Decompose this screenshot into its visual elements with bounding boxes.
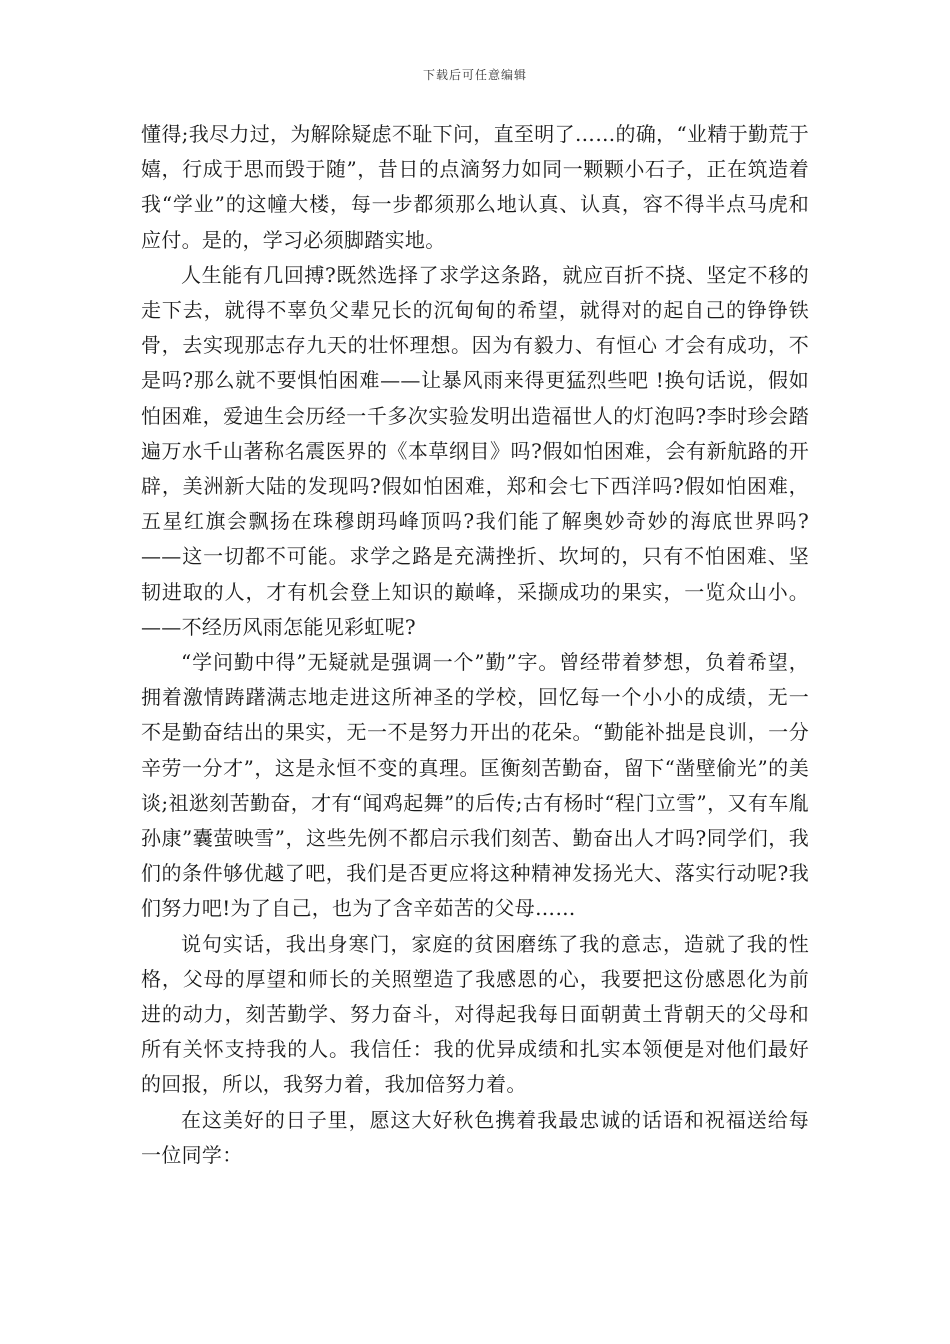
paragraph-continuation: 懂得;我尽力过，为解除疑虑不耻下问，直至明了……的确，“业精于勤荒于嬉，行成于思而毁于随”，昔日的点滴努力如同一颗颗小石子，正在筑造着我“学业”的这幢大楼，每一步都须那么地认真、认真，容不得半点马虎和应付。是的，学习必须脚踏实地。 [141,122,809,252]
page-header-note: 下载后可任意编辑 [422,68,527,82]
paragraph-diligence: “学问勤中得”无疑就是强调一个”勤”字。曾经带着梦想，负着希望，拥着激情踌躇满志地走进这所神圣的学校，回忆每一个小小的成绩，无一不是勤奋结出的果实，无一不是努力开出的花朵。“勤能补拙是良训，一分辛劳一分才”，这是永恒不变的真理。匡衡刻苦勤奋，留下“凿壁偷光”的美谈;祖逖刻苦勤奋，才有“闻鸡起舞”的后传;古有杨时“程门立雪”，又有车胤孙康”囊萤映雪”，这些先例不都启示我们刻苦、勤奋出人才吗?同学们，我们的条件够优越了吧，我们是否更应将这种精神发扬光大、落实行动呢?我们努力吧!为了自己，也为了含辛茹苦的父母…… [141,650,809,921]
paragraph-gratitude: 说句实话，我出身寒门，家庭的贫困磨练了我的意志，造就了我的性格，父母的厚望和师长的关照塑造了我感恩的心，我要把这份感恩化为前进的动力，刻苦勤学、努力奋斗，对得起我每日面朝黄土背朝天的父母和所有关怀支持我的人。我信任：我的优异成绩和扎实本领便是对他们最好的回报，所以，我努力着，我加倍努力着。 [141,931,809,1097]
document-body [141,117,809,1173]
paragraph-wishes: 在这美好的日子里，愿这大好秋色携着我最忠诚的话语和祝福送给每一位同学： [141,1107,809,1167]
paragraph-perseverance: 人生能有几回搏?既然选择了求学这条路，就应百折不挠、坚定不移的走下去，就得不辜负父辈兄长的沉甸甸的希望，就得对的起自己的铮铮铁骨，去实现那志存九天的壮怀理想。因为有毅力、有恒心 才会有成功，不是吗?那么就不要惧怕困难——让暴风雨来得更猛烈些吧 !换句话说，假如怕困难，爱迪生会历经一千多次实验发明出造福世人的灯泡吗?李时珍会踏遍万水千山著称名震医界的《本草纲目》吗?假如怕困难，会有新航路的开辟，美洲新大陆的发现吗?假如怕困难，郑和会七下西洋吗?假如怕困难，五星红旗会飘扬在珠穆朗玛峰顶吗?我们能了解奥妙奇妙的海底世界吗?——这一切都不可能。求学之路是充满挫折、坎坷的，只有不怕困难、坚韧进取的人，才有机会登上知识的巅峰，采撷成功的果实，一览众山小。——不经历风雨怎能见彩虹呢? [141,262,809,639]
